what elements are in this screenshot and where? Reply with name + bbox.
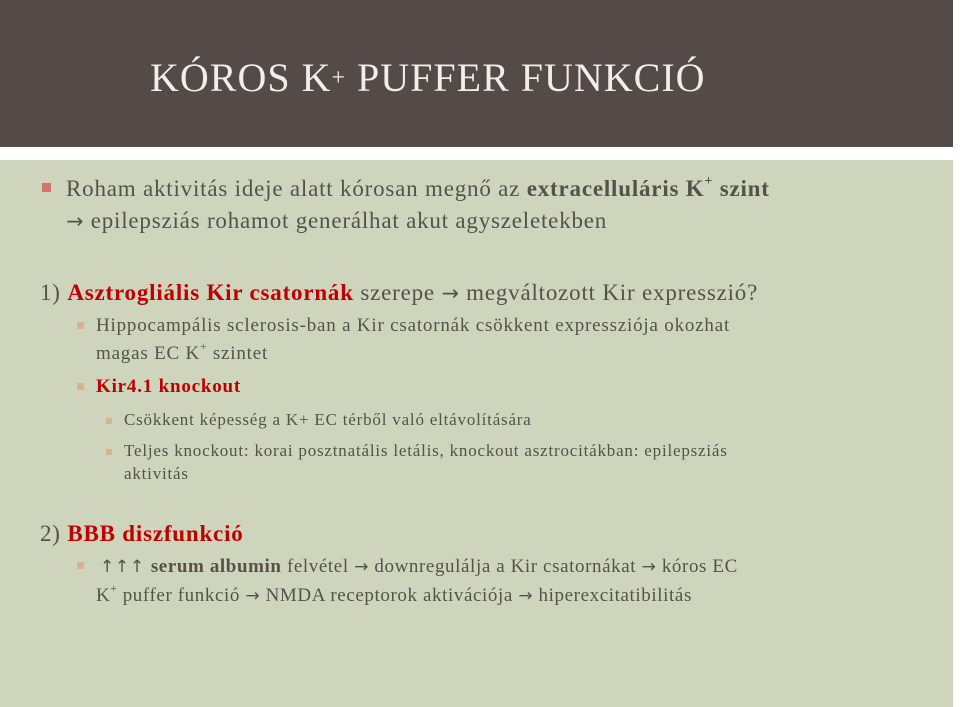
sub1-sup: + (200, 340, 208, 353)
arrow-right-icon: → (641, 557, 657, 577)
sub1-text-a: magas EC K (96, 343, 201, 364)
section2-line2 (96, 582, 692, 607)
slide-title (150, 54, 706, 101)
title-sup: + (331, 65, 347, 91)
section2-sup: + (110, 582, 118, 595)
section2-bold: serum albumin (150, 556, 282, 577)
section2-line2-b: puffer funkció (117, 585, 246, 606)
section2-line2-a: K (96, 585, 111, 606)
section2-line2-c: NMDA receptorok aktivációja (260, 585, 519, 606)
section2-line1 (100, 556, 738, 578)
section1-red-text: Asztrogliális Kir csatornák (67, 280, 354, 305)
arrow-right-icon: → (245, 586, 261, 606)
section1-subsub2-line1: Teljes knockout: korai posztnatális letális, knockout asztrocitákban: epilepsziás (124, 441, 728, 460)
bullet-square-icon (42, 183, 51, 192)
title-bar (0, 0, 953, 147)
section2-line2-d: hiperexcitatibilitás (533, 585, 692, 606)
bullet1-sup: + (704, 173, 714, 189)
section1-text-a: szerepe (353, 280, 442, 305)
section1-sub1-line1: Hippocampális sclerosis-ban a Kir csatornák csökkent expressziója okozhat (96, 315, 731, 336)
bullet1-text: Roham aktivitás ideje alatt kórosan megnő az (66, 176, 527, 201)
bullet-square-icon (77, 322, 84, 329)
section2-text-a: felvétel (281, 556, 355, 577)
arrow-up-icon: ↑↑↑ (100, 557, 151, 577)
title-prefix: KÓROS K (150, 55, 332, 100)
arrow-right-icon: → (66, 209, 85, 233)
section1-number: 1) (40, 280, 68, 305)
bullet1-bold: extracelluláris K (526, 176, 705, 201)
title-suffix: PUFFER FUNKCIÓ (346, 55, 706, 100)
section2-heading (40, 521, 244, 547)
section2-red-text: BBB diszfunkció (67, 521, 244, 546)
arrow-right-icon: → (354, 557, 370, 577)
section2-text-b: downregulálja a Kir csatornákat (369, 556, 642, 577)
bullet1-line2-text: epilepsziás rohamot generálhat akut agyszeletekben (84, 208, 608, 233)
bullet-square-icon (77, 562, 84, 569)
section1-subsub1: Csökkent képesség a K+ EC térből való eltávolítására (124, 410, 532, 429)
arrow-right-icon: → (441, 281, 460, 305)
bullet-square-icon (106, 418, 112, 424)
section1-heading (40, 280, 758, 306)
arrow-right-icon: → (518, 586, 534, 606)
sub1-text-b: szintet (207, 343, 269, 364)
section2-number: 2) (40, 521, 68, 546)
bullet1-line1 (66, 173, 770, 202)
section2-text-c: kóros EC (656, 556, 738, 577)
bullet1-line2 (66, 208, 607, 234)
bullet1-bold2: szint (713, 176, 770, 201)
section1-subsub2-line2: aktivitás (124, 464, 189, 483)
section1-text-b: megváltozott Kir expresszió? (459, 280, 759, 305)
content-area (0, 160, 953, 707)
section1-sub2: Kir4.1 knockout (96, 376, 242, 397)
bullet-square-icon (106, 449, 112, 455)
section1-sub1-line2 (96, 340, 269, 365)
bullet-square-icon (77, 383, 84, 390)
